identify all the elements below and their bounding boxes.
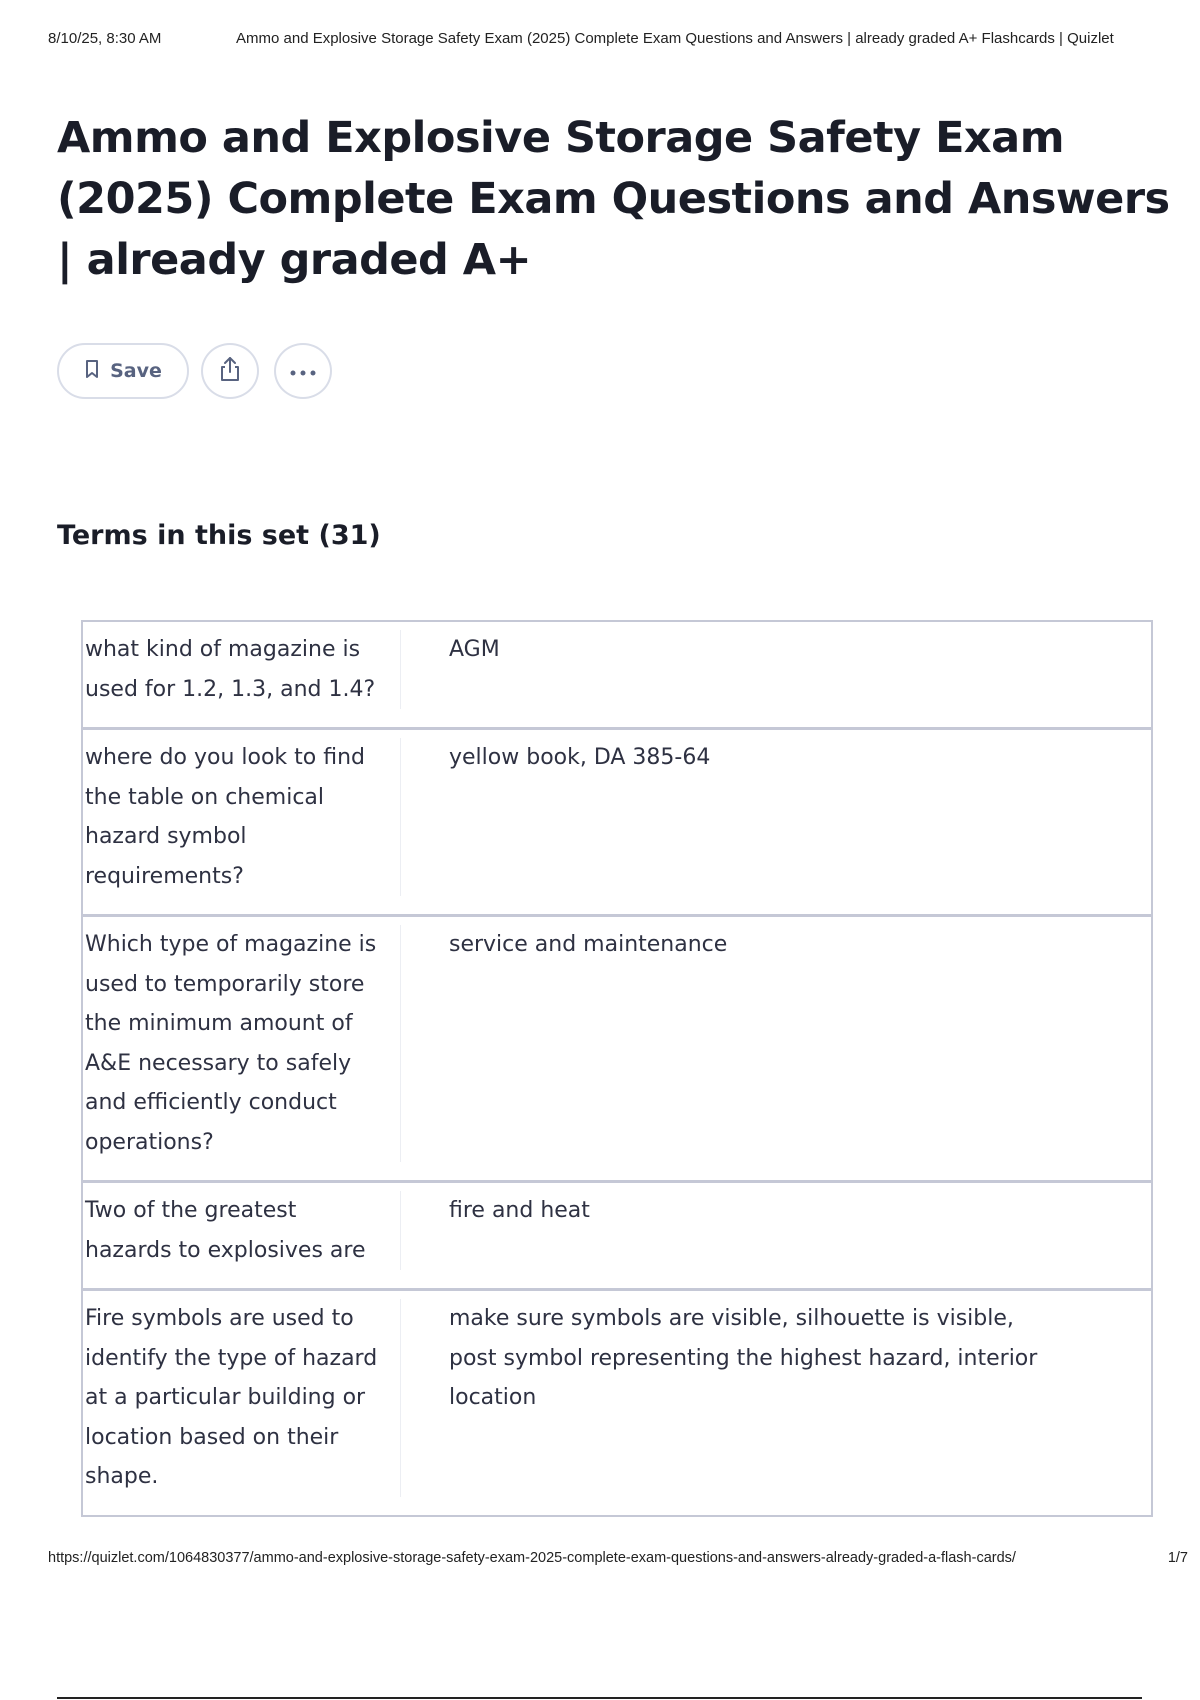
page-url[interactable]: https://quizlet.com/1064830377/ammo-and-explosive-storage-safety-exam-2025-complete-exam-questions-and-answers-already-graded-a-flash-cards/ (48, 1550, 1016, 1566)
term-row (81, 1180, 1153, 1288)
print-footer (48, 1550, 1188, 1570)
terms-heading: Terms in this set (31) (57, 520, 381, 551)
term-row (81, 620, 1153, 727)
term-row (81, 914, 1153, 1180)
save-button-label: Save (110, 360, 162, 382)
save-button[interactable] (57, 343, 189, 399)
page-title: Ammo and Explosive Storage Safety Exam (2025) Complete Exam Questions and Answers | already graded A+ (57, 113, 1170, 285)
bookmark-icon (84, 359, 100, 384)
more-icon (289, 362, 317, 381)
term-row (81, 1288, 1153, 1517)
definition-text: make sure symbols are visible, silhouette is visible, post symbol representing the highest hazard, interior location (449, 1306, 1038, 1410)
term-text: where do you look to find the table on chemical hazard symbol requirements? (83, 738, 401, 896)
term-text: Which type of magazine is used to temporarily store the minimum amount of A&E necessary to safely and efficiently conduct operations? (83, 925, 401, 1162)
page-indicator: 1/7 (1167, 1550, 1188, 1566)
term-row (81, 727, 1153, 914)
print-document-title: Ammo and Explosive Storage Safety Exam (2025) Complete Exam Questions and Answers | already graded A+ Flashcards | Quizlet (236, 30, 1114, 47)
share-icon (217, 355, 243, 387)
terms-list (81, 620, 1153, 1517)
definition-text: AGM (449, 637, 500, 662)
more-options-button[interactable] (274, 343, 332, 399)
definition-text: yellow book, DA 385-64 (449, 745, 711, 770)
print-header (48, 30, 1172, 50)
print-date: 8/10/25, 8:30 AM (48, 30, 162, 47)
share-button[interactable] (201, 343, 259, 399)
term-text: Two of the greatest hazards to explosives are (83, 1191, 401, 1270)
page-divider (57, 1697, 1142, 1699)
term-text: what kind of magazine is used for 1.2, 1.3, and 1.4? (83, 630, 401, 709)
definition-text: fire and heat (449, 1198, 590, 1223)
definition-text: service and maintenance (449, 932, 728, 957)
term-text: Fire symbols are used to identify the type of hazard at a particular building or location based on their shape. (83, 1299, 401, 1497)
